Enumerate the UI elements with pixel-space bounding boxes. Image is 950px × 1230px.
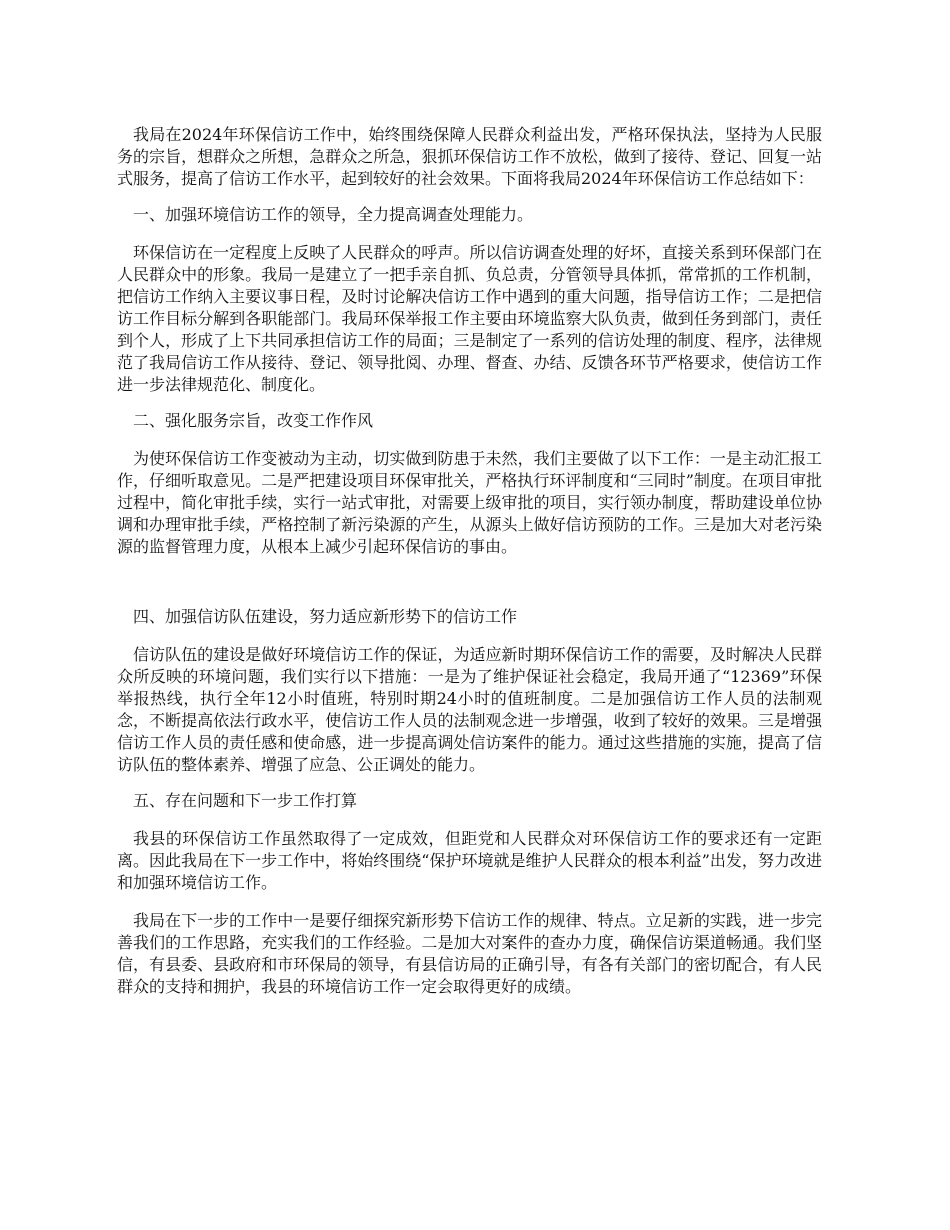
spacer: [117, 776, 822, 790]
spacer: [117, 558, 822, 606]
section-heading-2: 二、强化服务宗旨，改变工作作风: [133, 411, 374, 430]
section-2-paragraph: 为使环保信访工作变被动为主动，切实做到防患于未然，我们主要做了以下工作：一是主动汇报工作，仔细听取意见。二是严把建设项目环保审批关，严格执行环评制度和“三同时”制度。在项目审批过程中，简化审批手续，实行一站式审批，对需要上级审批的项目，实行领办制度，帮助建设单位协调和办理审批手续，严格控制了新污染源的产生，从源头上做好信访预防的工作。三是加大对老污染源的监督管理力度，从根本上减少引起环保信访的事由。: [117, 449, 822, 556]
intro-paragraph: 我局在2024年环保信访工作中，始终围绕保障人民群众利益出发，严格环保执法，坚持为人民服务的宗旨，想群众之所想，急群众之所急，狠抓环保信访工作不放松，做到了接待、登记、回复一站式服务，提高了信访工作水平，起到较好的社会效果。下面将我局2024年环保信访工作总结如下：: [117, 125, 822, 188]
spacer: [117, 190, 822, 204]
spacer: [117, 812, 822, 828]
spacer: [117, 628, 822, 644]
section-4-paragraph: 信访队伍的建设是做好环境信访工作的保证，为适应新时期环保信访工作的需要，及时解决人民群众所反映的环境问题，我们实行以下措施：一是为了维护保证社会稳定，我局开通了“12369”环保举报热线，执行全年12小时值班，特别时期24小时的值班制度。二是加强信访工作人员的法制观念，不断提高依法行政水平，使信访工作人员的法制观念进一步增强，收到了较好的效果。三是增强信访工作人员的责任感和使命感，进一步提高调处信访案件的能力。通过这些措施的实施，提高了信访队伍的整体素养、增强了应急、公正调处的能力。: [117, 645, 822, 774]
spacer: [117, 396, 822, 410]
spacer: [117, 226, 822, 242]
section-1-paragraph: 环保信访在一定程度上反映了人民群众的呼声。所以信访调查处理的好坏，直接关系到环保部门在人民群众中的形象。我局一是建立了一把手亲自抓、负总责，分管领导具体抓，常常抓的工作机制，把信访工作纳入主要议事日程，及时讨论解决信访工作中遇到的重大问题，指导信访工作；二是把信访工作目标分解到各职能部门。我局环保举报工作主要由环境监察大队负责，做到任务到部门，责任到个人，形成了上下共同承担信访工作的局面；三是制定了一系列的信访处理的制度、程序，法律规范了我局信访工作从接待、登记、领导批阅、办理、督查、办结、反馈各环节严格要求，使信访工作进一步法律规范化、制度化。: [117, 243, 822, 394]
spacer: [117, 894, 822, 910]
section-5-paragraph-2: 我局在下一步的工作中一是要仔细探究新形势下信访工作的规律、特点。立足新的实践，进一步完善我们的工作思路，充实我们的工作经验。二是加大对案件的查办力度，确保信访渠道畅通。我们坚信，有县委、县政府和市环保局的领导，有县信访局的正确引导，有各有关部门的密切配合，有人民群众的支持和拥护，我县的环境信访工作一定会取得更好的成绩。: [117, 911, 822, 996]
section-heading-5: 五、存在问题和下一步工作打算: [133, 791, 358, 810]
section-heading-1: 一、加强环境信访工作的领导，全力提高调查处理能力。: [133, 205, 534, 224]
section-5-paragraph-1: 我县的环保信访工作虽然取得了一定成效，但距党和人民群众对环保信访工作的要求还有一定距离。因此我局在下一步工作中，将始终围绕“保护环境就是维护人民群众的根本利益”出发，努力改进和加强环境信访工作。: [117, 829, 822, 892]
section-heading-4: 四、加强信访队伍建设，努力适应新形势下的信访工作: [133, 607, 518, 626]
spacer: [117, 432, 822, 448]
